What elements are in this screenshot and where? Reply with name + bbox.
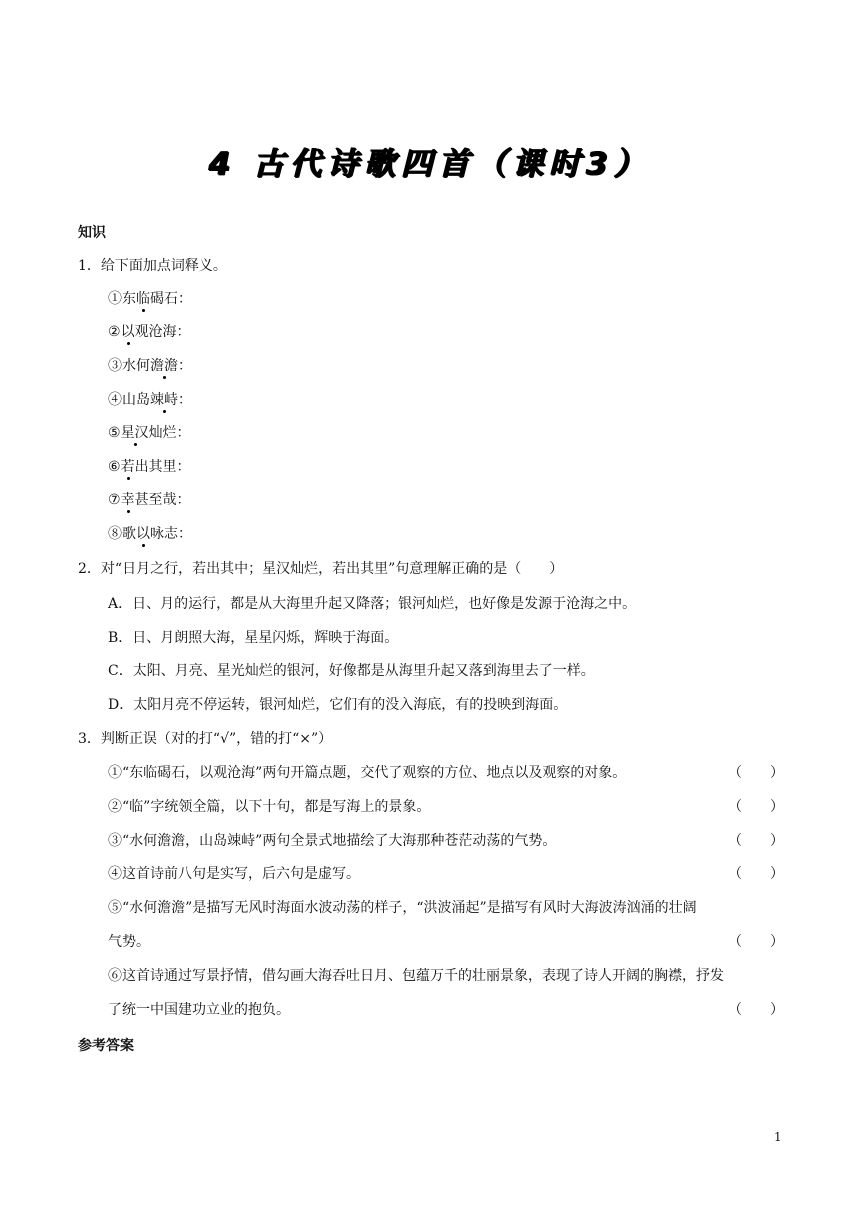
q1-item-8: ⑧歌以咏志：	[108, 526, 192, 542]
q3-statement-5-line-2: 气势。	[108, 934, 150, 950]
q2-option-c: C．太阳、月亮、星光灿烂的银河，好像都是从海里升起又落到海里去了一样。	[108, 663, 595, 679]
section-heading-knowledge: 知识	[78, 225, 106, 241]
question-3-stem: 3．判断正误（对的打“√”，错的打“×”）	[78, 731, 333, 747]
q1-item-5: ⑤星汉灿烂：	[108, 425, 191, 441]
q3-statement-1: ①“东临碣石，以观沧海”两句开篇点题，交代了观察的方位、地点以及观察的对象。	[108, 765, 627, 781]
q3-statement-4: ④这首诗前八句是实写，后六句是虚写。	[108, 866, 360, 882]
emphasis-dot-word: 幸	[120, 492, 135, 508]
emphasis-dot-word: 若	[120, 459, 135, 475]
q3-statement-3: ③“水何澹澹，山岛竦峙”两句全景式地描绘了大海那种苍茫动荡的气势。	[108, 833, 557, 849]
q2-option-d: D．太阳月亮不停运转，银河灿烂，它们有的没入海底，有的投映到海面。	[108, 697, 568, 713]
emphasis-dot-word: 以	[120, 324, 135, 340]
q3-statement-6-line-1: ⑥这首诗通过写景抒情，借勾画大海吞吐日月、包蕴万千的壮丽景象，表现了诗人开阔的胸襟，抒发	[108, 968, 724, 984]
q1-item-2: ②以观沧海：	[108, 324, 191, 340]
question-1-stem: 1．给下面加点词释义。	[78, 258, 227, 274]
emphasis-dot-word: 竦峙	[150, 392, 178, 408]
q2-option-a: A．日、月的运行，都是从大海里升起又降落；银河灿烂，也好像是发源于沧海之中。	[108, 596, 637, 612]
answer-parentheses: （ ）	[728, 833, 784, 849]
page-number: 1	[774, 1130, 782, 1144]
q1-item-3: ③水何澹澹：	[108, 358, 192, 374]
emphasis-dot-word: 以	[136, 526, 150, 542]
answer-parentheses: （ ）	[728, 765, 784, 781]
question-2-stem: 2．对“日月之行，若出其中；星汉灿烂，若出其里”句意理解正确的是（ ）	[78, 561, 564, 577]
q3-statement-5-line-1: ⑤“水何澹澹”是描写无风时海面水波动荡的样子，“洪波涌起”是描写有风时大海波涛汹涌的壮阔	[108, 900, 697, 916]
answer-parentheses: （ ）	[728, 866, 784, 882]
q1-item-7: ⑦幸甚至哉：	[108, 492, 191, 508]
answer-parentheses: （ ）	[728, 1002, 784, 1018]
q3-statement-6-line-2: 了统一中国建功立业的抱负。	[108, 1002, 290, 1018]
section-heading-answers: 参考答案	[78, 1038, 134, 1054]
q3-statement-2: ②“临”字统领全篇，以下十句，都是写海上的景象。	[108, 799, 431, 815]
emphasis-dot-word: 临	[136, 291, 150, 307]
answer-parentheses: （ ）	[728, 799, 784, 815]
answer-parentheses: （ ）	[728, 934, 784, 950]
q1-item-4: ④山岛竦峙：	[108, 392, 192, 408]
q1-item-6: ⑥若出其里：	[108, 459, 191, 475]
emphasis-dot-word: 星汉	[120, 425, 149, 441]
page-title: 4 古代诗歌四首（课时3）	[209, 146, 651, 182]
q2-option-b: B．日、月朗照大海，星星闪烁，辉映于海面。	[108, 630, 399, 646]
q1-item-1: ①东临碣石：	[108, 291, 192, 307]
emphasis-dot-word: 澹澹	[150, 358, 178, 374]
